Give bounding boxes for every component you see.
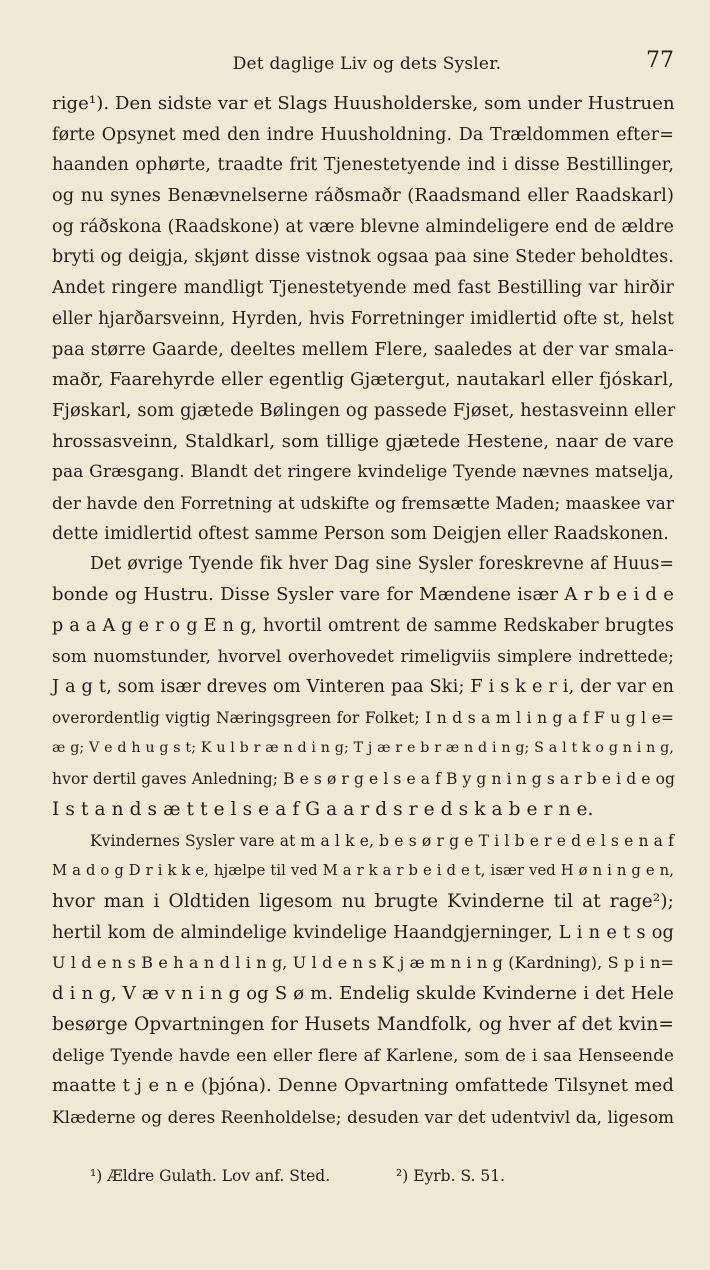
text-line: eller hjarðarsveinn, Hyrden, hvis Forretninger imidlertid ofte st, helst (52, 308, 674, 329)
footnote-1: ¹) Ældre Gulath. Lov anf. Sted. (90, 1167, 331, 1185)
text-line: som nuomstunder, hvorvel overhovedet rimeligviis simplere indrettede; (52, 646, 674, 667)
text-line: delige Tyende havde een eller flere af Karlene, som de i saa Henseende (52, 1045, 674, 1066)
text-line: dette imidlertid oftest samme Person som Deigjen eller Raadskonen. (52, 523, 669, 544)
text-line: U l d e n s B e h a n d l i n g, U l d e n s K j æ m n i n g (Kardning), S p i n= (52, 953, 674, 973)
text-line: besørge Opvartningen for Husets Mandfolk, og hver af det kvin= (52, 1013, 674, 1035)
text-line: og nu synes Benævnelserne ráðsmaðr (Raadsmand eller Raadskarl) (52, 186, 674, 207)
page-number: 77 (646, 48, 674, 73)
footnote-2: ²) Eyrb. S. 51. (396, 1167, 506, 1185)
text-line: hvor dertil gaves Anledning; B e s ø r g e l s e a f B y g n i n g s a r b e i d e og (52, 770, 676, 789)
text-line: Det øvrige Tyende fik hver Dag sine Sysler foreskrevne af Huus= (90, 554, 674, 575)
text-line: J a g t, som især dreves om Vinteren paa Ski; F i s k e r i, der var en (52, 677, 674, 698)
text-line: p a a A g e r o g E n g, hvortil omtrent de samme Redskaber brugtes (52, 615, 674, 636)
running-title: Det daglige Liv og dets Sysler. (232, 54, 502, 74)
text-line: Kvindernes Sysler vare at m a l k e, b e s ø r g e T i l b e r e d e l s e n a f (90, 831, 674, 850)
text-line: Fjøskarl, som gjætede Bølingen og passede Fjøset, hestasveinn eller (52, 400, 676, 421)
text-line: maatte t j e n e (þjóna). Denne Opvartning omfattede Tilsynet med (52, 1075, 674, 1096)
text-line: og ráðskona (Raadskone) at være blevne almindeligere end de ældre (52, 216, 674, 237)
text-line: Klæderne og deres Reenholdelse; desuden var det udentvivl da, ligesom (52, 1106, 675, 1127)
text-line: der havde den Forretning at udskifte og fremsætte Maden; maaskee var (52, 492, 674, 513)
text-line: bonde og Hustru. Disse Sysler vare for Mændene især A r b e i d e (52, 584, 674, 605)
text-line: hrossasveinn, Staldkarl, som tillige gjætede Hestene, naar de vare (52, 430, 674, 452)
text-line: hertil kom de almindelige kvindelige Haandgjerninger, L i n e t s og (52, 922, 674, 943)
text-line: æ g; V e d h u g s t; K u l b r æ n d i n g; T j æ r e b r æ n d i n g; S a l t k o g n i n g, (52, 740, 674, 757)
text-line: hvor man i Oldtiden ligesom nu brugte Kvinderne til at rage²); (52, 890, 674, 912)
text-line: førte Opsynet med den indre Huusholdning. Da Trældommen efter= (52, 124, 674, 145)
text-line: paa Græsgang. Blandt det ringere kvindelige Tyende nævnes matselja, (52, 462, 674, 483)
text-line: bryti og deigja, skjønt disse vistnok ogsaa paa sine Steder beholdtes. (52, 247, 674, 268)
text-line: Andet ringere mandligt Tjenestetyende med fast Bestilling var hirðir (52, 278, 674, 299)
text-line: M a d o g D r i k k e, hjælpe til ved M a r k a r b e i d e t, især ved H ø n i n g e n, (52, 862, 674, 880)
body-text (52, 89, 674, 1132)
page-header (52, 48, 682, 78)
text-line: haanden ophørte, traadte frit Tjenestetyende ind i disse Bestillinger, (52, 155, 674, 176)
text-line: paa større Gaarde, deeltes mellem Flere, saaledes at der var smala- (52, 339, 674, 360)
text-line: rige¹). Den sidste var et Slags Huusholderske, som under Hustruen (52, 93, 675, 114)
footnotes (90, 1164, 610, 1188)
text-line: I s t a n d s æ t t e l s e a f G a a r d s r e d s k a b e r n e. (52, 798, 594, 820)
text-line: maðr, Faarehyrde eller egentlig Gjætergut, nautakarl eller fjóskarl, (52, 369, 674, 391)
text-line: d i n g, V æ v n i n g og S ø m. Endelig skulde Kvinderne i det Hele (52, 982, 674, 1004)
text-line: overordentlig vigtig Næringsgreen for Folket; I n d s a m l i n g a f F u g l e= (52, 708, 674, 727)
